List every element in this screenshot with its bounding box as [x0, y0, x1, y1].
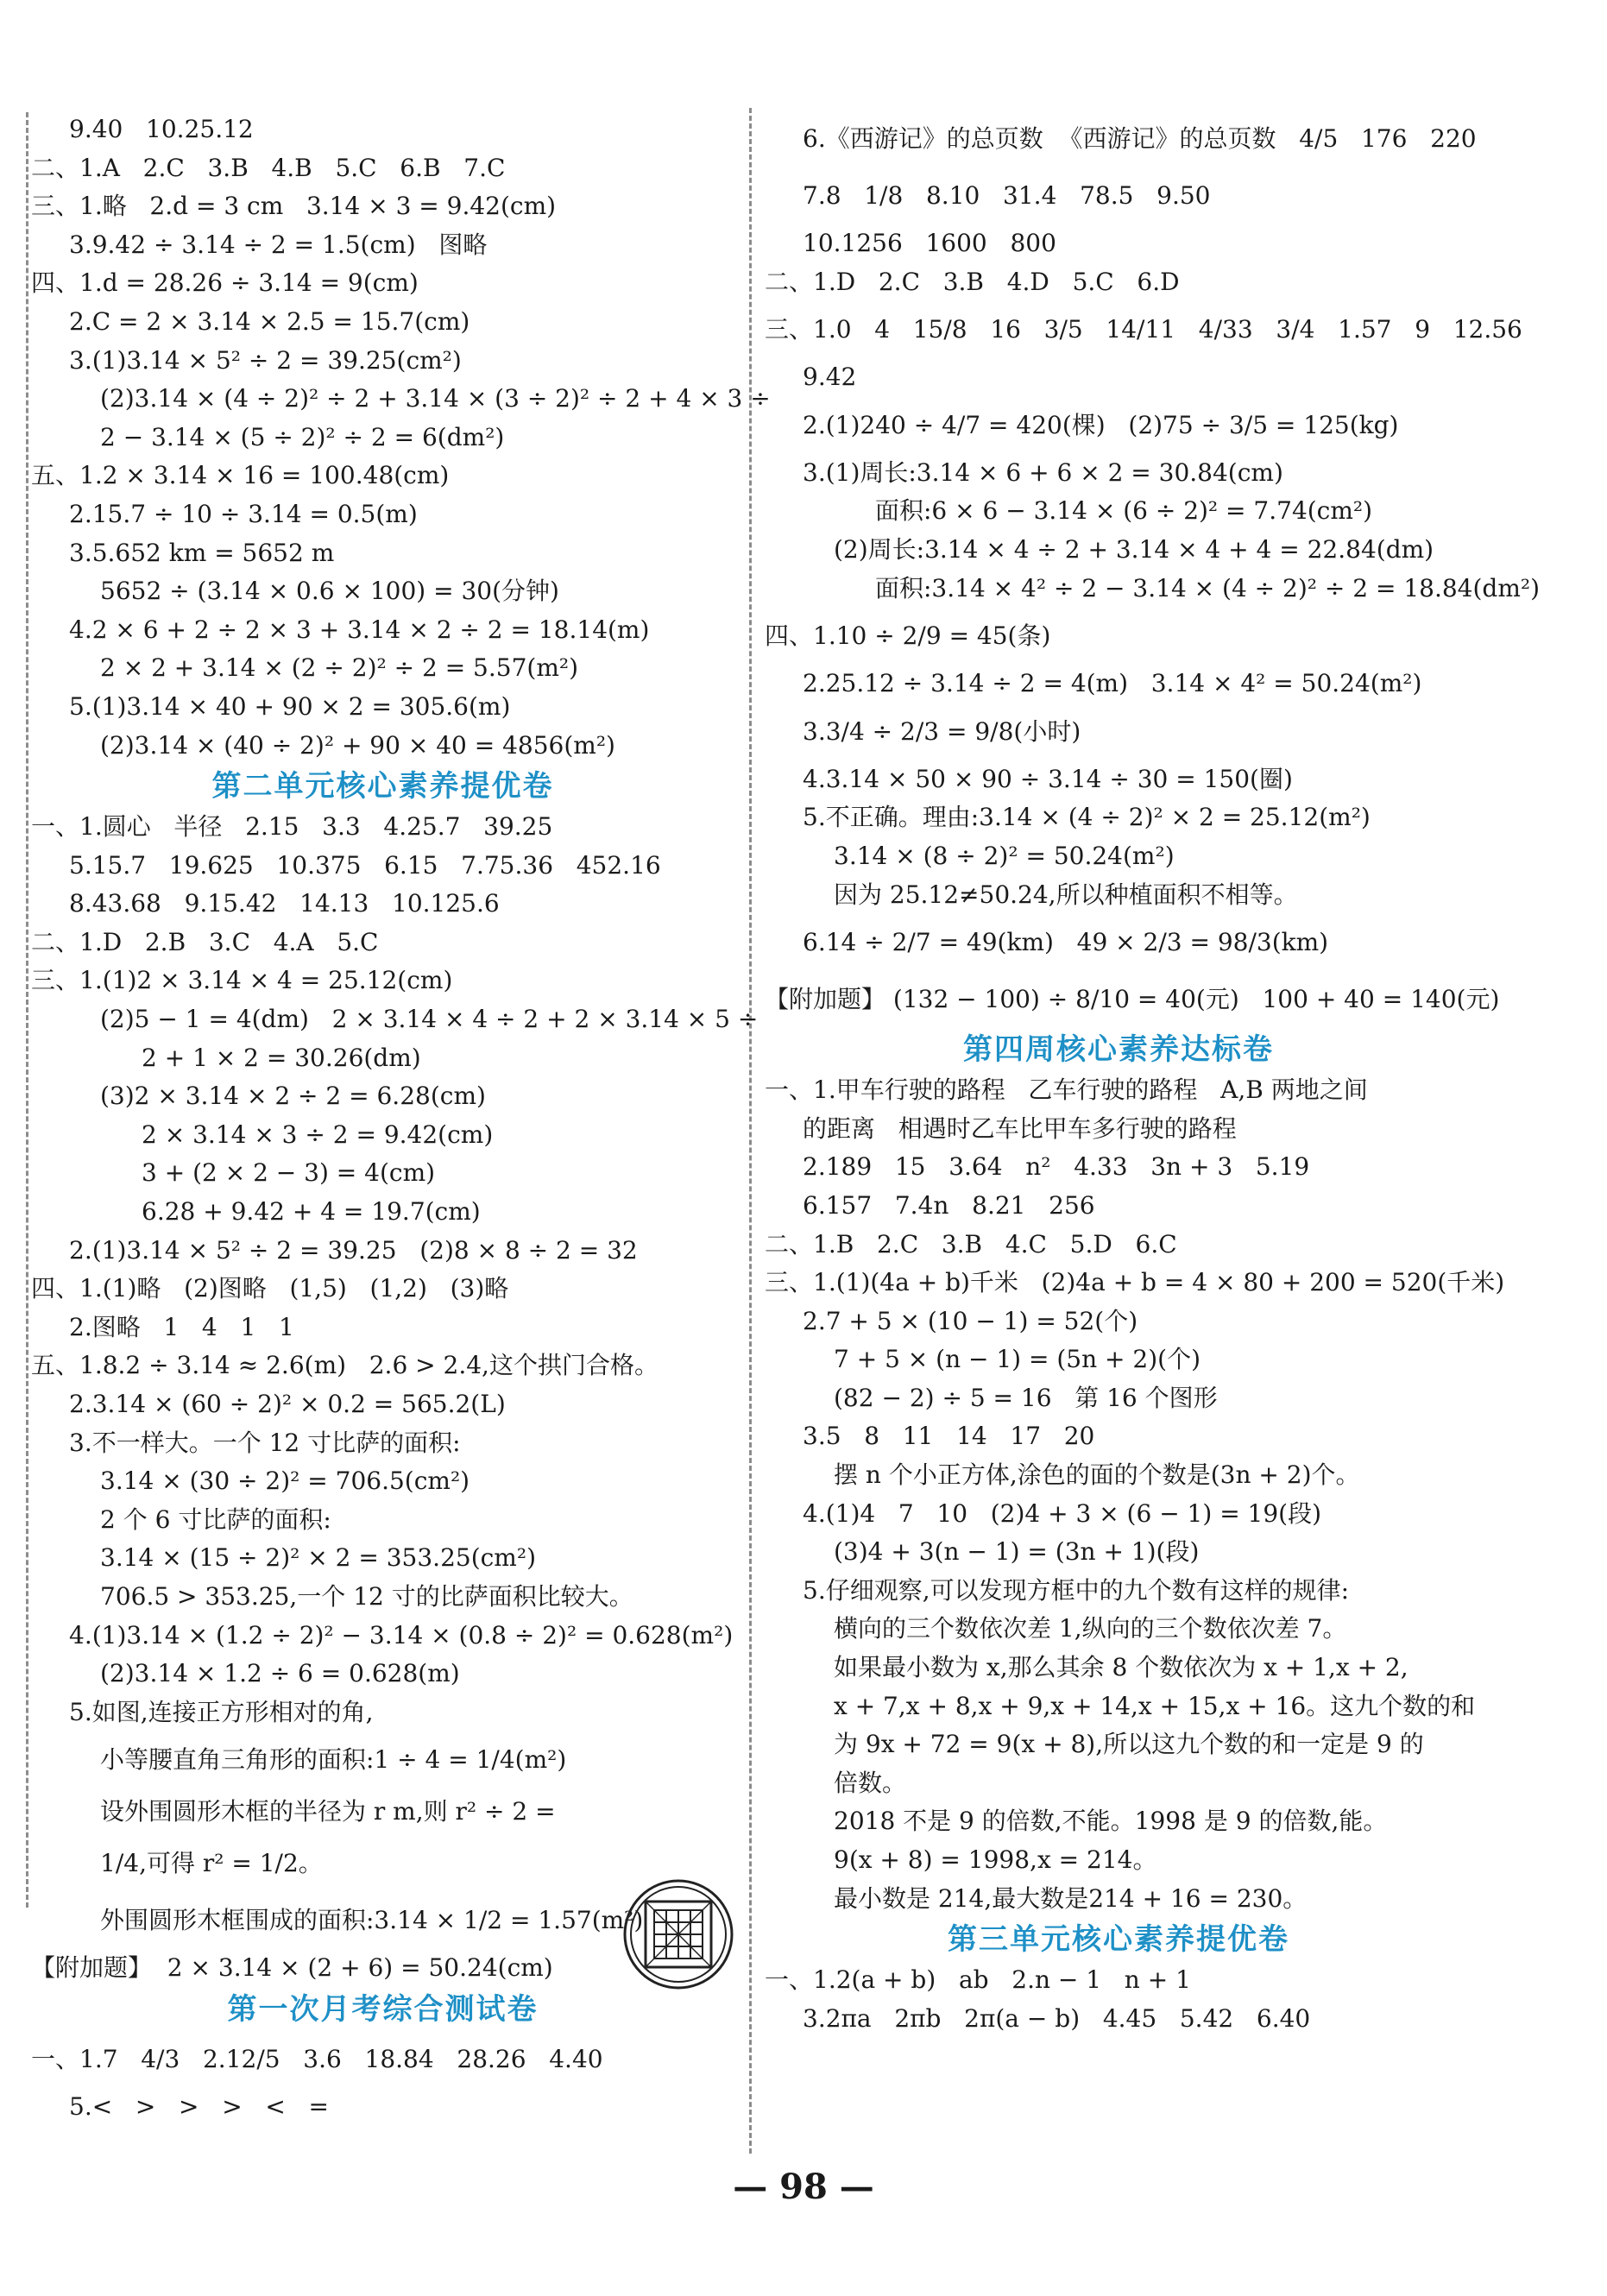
right-answer-line: 5.不正确。理由:3.14 × (4 ÷ 2)² × 2 = 25.12(m²)	[803, 803, 1371, 832]
left-answer-line: 2.(1)3.14 × 5² ÷ 2 = 39.25 (2)8 × 8 ÷ 2 = 32	[69, 1235, 638, 1265]
left-answer-line: 2.图略 1 4 1 1	[69, 1312, 294, 1341]
right-answer-line: 3.5 8 11 14 17 20	[803, 1422, 1095, 1451]
window-lattice-figure	[621, 1877, 735, 1991]
left-answer-line: (3)2 × 3.14 × 2 ÷ 2 = 6.28(cm)	[100, 1082, 486, 1111]
right-answer-line: 6.14 ÷ 2/7 = 49(km) 49 × 2/3 = 98/3(km)	[803, 928, 1329, 957]
right-answer-line: 为 9x + 72 = 9(x + 8),所以这九个数的和一定是 9 的	[834, 1730, 1424, 1759]
right-answer-line: 9(x + 8) = 1998,x = 214。	[834, 1845, 1157, 1874]
right-answer-line: 如果最小数为 x,那么其余 8 个数依次为 x + 1,x + 2,	[834, 1653, 1408, 1682]
left-answer-line: (2)3.14 × (4 ÷ 2)² ÷ 2 + 3.14 × (3 ÷ 2)² ÷ 2 + 4 × 3 ÷	[100, 384, 771, 413]
left-answer-line: 5652 ÷ (3.14 × 0.6 × 100) = 30(分钟)	[100, 577, 559, 606]
right-answer-line: 面积:6 × 6 − 3.14 × (6 ÷ 2)² = 7.74(cm²)	[875, 496, 1373, 526]
right-section-heading: 第四周核心素养达标卷	[963, 1032, 1274, 1068]
right-answer-line: 面积:3.14 × 4² ÷ 2 − 3.14 × (4 ÷ 2)² ÷ 2 = 18.84(dm²)	[875, 573, 1541, 602]
right-answer-line: 2.(1)240 ÷ 4/7 = 420(棵) (2)75 ÷ 3/5 = 125(kg)	[803, 410, 1399, 439]
right-answer-line: 三、1.0 4 15/8 16 3/5 14/11 4/33 3/4 1.57 9 12.56	[765, 315, 1522, 344]
right-answer-line: 2018 不是 9 的倍数,不能。1998 是 9 的倍数,能。	[834, 1807, 1388, 1836]
left-answer-line: 5.< > > > < =	[69, 2091, 329, 2121]
left-answer-line: (2)3.14 × 1.2 ÷ 6 = 0.628(m)	[100, 1659, 460, 1688]
right-answer-line: 二、1.D 2.C 3.B 4.D 5.C 6.D	[765, 267, 1180, 296]
left-answer-line: 3.5.652 km = 5652 m	[69, 538, 335, 567]
right-answer-line: 5.仔细观察,可以发现方框中的九个数有这样的规律:	[803, 1575, 1350, 1605]
left-answer-line: (2)3.14 × (40 ÷ 2)² + 90 × 40 = 4856(m²)	[100, 730, 615, 760]
left-section-heading: 第一次月考综合测试卷	[227, 1991, 539, 2027]
left-answer-line: 【附加题】 2 × 3.14 × (2 + 6) = 50.24(cm)	[31, 1953, 553, 1983]
left-answer-line: 二、1.D 2.B 3.C 4.A 5.C	[31, 927, 379, 956]
right-answer-line: 摆 n 个小正方体,涂色的面的个数是(3n + 2)个。	[834, 1460, 1360, 1490]
left-answer-line: 5.(1)3.14 × 40 + 90 × 2 = 305.6(m)	[69, 691, 511, 721]
right-answer-line: x + 7,x + 8,x + 9,x + 14,x + 15,x + 16。这九个数的和	[834, 1691, 1476, 1720]
right-answer-line: 3.3/4 ÷ 2/3 = 9/8(小时)	[803, 716, 1081, 746]
right-column	[765, 110, 1541, 2038]
left-section-heading: 第二单元核心素养提优卷	[211, 769, 554, 804]
left-answer-line: 一、1.7 4/3 2.12/5 3.6 18.84 28.26 4.40	[31, 2044, 603, 2073]
left-answer-line: (2)5 − 1 = 4(dm) 2 × 3.14 × 4 ÷ 2 + 2 × 3.14 × 5 ÷	[100, 1005, 759, 1034]
left-answer-line: 2 + 1 × 2 = 30.26(dm)	[142, 1043, 421, 1072]
left-answer-line: 3.不一样大。一个 12 寸比萨的面积:	[69, 1428, 461, 1457]
left-answer-line: 2.15.7 ÷ 10 ÷ 3.14 = 0.5(m)	[69, 499, 418, 528]
left-answer-line: 6.28 + 9.42 + 4 = 19.7(cm)	[142, 1197, 481, 1227]
page-number: — 98 —	[733, 2167, 874, 2207]
right-answer-line: 四、1.10 ÷ 2/9 = 45(条)	[765, 621, 1051, 651]
left-answer-line: 8.43.68 9.15.42 14.13 10.125.6	[69, 889, 500, 918]
left-answer-line: 五、1.2 × 3.14 × 16 = 100.48(cm)	[31, 461, 450, 490]
left-answer-line: 一、1.圆心 半径 2.15 3.3 4.25.7 39.25	[31, 812, 553, 842]
left-answer-line: 3.9.42 ÷ 3.14 ÷ 2 = 1.5(cm) 图略	[69, 230, 488, 259]
right-answer-line: 二、1.B 2.C 3.B 4.C 5.D 6.C	[765, 1229, 1177, 1258]
left-answer-line: 二、1.A 2.C 3.B 4.B 5.C 6.B 7.C	[31, 153, 506, 182]
right-answer-line: 横向的三个数依次差 1,纵向的三个数依次差 7。	[834, 1614, 1347, 1643]
right-answer-line: 【附加题】 (132 − 100) ÷ 8/10 = 40(元) 100 + 40 = 140(元)	[765, 985, 1500, 1014]
left-answer-line: 2 × 2 + 3.14 × (2 ÷ 2)² ÷ 2 = 5.57(m²)	[100, 653, 579, 683]
left-answer-line: 1/4,可得 r² = 1/2。	[100, 1849, 323, 1878]
left-answer-line: 3.14 × (15 ÷ 2)² × 2 = 353.25(cm²)	[100, 1543, 536, 1573]
left-answer-line: 706.5 > 353.25,一个 12 寸的比萨面积比较大。	[100, 1581, 633, 1611]
left-answer-line: 5.15.7 19.625 10.375 6.15 7.75.36 452.16	[69, 850, 661, 880]
left-answer-line: 3.(1)3.14 × 5² ÷ 2 = 39.25(cm²)	[69, 345, 462, 375]
right-answer-line: 倍数。	[834, 1768, 907, 1797]
right-answer-line: (82 − 2) ÷ 5 = 16 第 16 个图形	[834, 1383, 1218, 1412]
right-answer-line: (3)4 + 3(n − 1) = (3n + 1)(段)	[834, 1537, 1200, 1567]
right-answer-line: 因为 25.12≠50.24,所以种植面积不相等。	[834, 880, 1298, 909]
left-answer-line: 三、1.略 2.d = 3 cm 3.14 × 3 = 9.42(cm)	[31, 192, 557, 221]
left-answer-line: 五、1.8.2 ÷ 3.14 ≈ 2.6(m) 2.6 > 2.4,这个拱门合格。	[31, 1351, 659, 1380]
left-answer-line: 2.C = 2 × 3.14 × 2.5 = 15.7(cm)	[69, 306, 470, 336]
left-answer-line: 3.14 × (30 ÷ 2)² = 706.5(cm²)	[100, 1467, 470, 1496]
right-answer-line: 9.42	[803, 363, 857, 392]
right-answer-line: 最小数是 214,最大数是214 + 16 = 230。	[834, 1883, 1308, 1913]
left-answer-line: 设外围圆形木框的半径为 r m,则 r² ÷ 2 =	[100, 1797, 556, 1826]
left-answer-line: 2.3.14 × (60 ÷ 2)² × 0.2 = 565.2(L)	[69, 1390, 506, 1418]
right-answer-line: 3.14 × (8 ÷ 2)² = 50.24(m²)	[834, 841, 1175, 870]
left-answer-line: 3 + (2 × 2 − 3) = 4(cm)	[142, 1158, 436, 1188]
right-answer-line: (2)周长:3.14 × 4 ÷ 2 + 3.14 × 4 + 4 = 22.84(dm)	[834, 534, 1434, 564]
left-answer-line: 4.2 × 6 + 2 ÷ 2 × 3 + 3.14 × 2 ÷ 2 = 18.14(m)	[69, 615, 650, 644]
right-answer-line: 的距离 相遇时乙车比甲车多行驶的路程	[803, 1113, 1237, 1143]
left-answer-line: 小等腰直角三角形的面积:1 ÷ 4 = 1/4(m²)	[100, 1745, 567, 1775]
right-answer-line: 7.8 1/8 8.10 31.4 78.5 9.50	[803, 181, 1211, 210]
left-answer-line: 4.(1)3.14 × (1.2 ÷ 2)² − 3.14 × (0.8 ÷ 2)² = 0.628(m²)	[69, 1620, 734, 1649]
right-answer-line: 6.《西游记》的总页数 《西游记》的总页数 4/5 176 220	[803, 124, 1477, 153]
left-answer-line: 四、1.(1)略 (2)图略 (1,5) (1,2) (3)略	[31, 1274, 509, 1303]
right-answer-line: 7 + 5 × (n − 1) = (5n + 2)(个)	[834, 1345, 1201, 1374]
left-answer-line: 四、1.d = 28.26 ÷ 3.14 = 9(cm)	[31, 268, 419, 298]
right-answer-line: 10.1256 1600 800	[803, 229, 1056, 257]
right-answer-line: 4.(1)4 7 10 (2)4 + 3 × (6 − 1) = 19(段)	[803, 1498, 1322, 1528]
left-answer-line: 2 − 3.14 × (5 ÷ 2)² ÷ 2 = 6(dm²)	[100, 422, 505, 451]
right-answer-line: 3.(1)周长:3.14 × 6 + 6 × 2 = 30.84(cm)	[803, 457, 1283, 487]
right-answer-line: 4.3.14 × 50 × 90 ÷ 3.14 ÷ 30 = 150(圈)	[803, 764, 1293, 793]
right-answer-line: 一、1.甲车行驶的路程 乙车行驶的路程 A,B 两地之间	[765, 1075, 1368, 1105]
left-column	[31, 110, 771, 2127]
left-answer-line: 三、1.(1)2 × 3.14 × 4 = 25.12(cm)	[31, 966, 453, 995]
left-answer-line: 2 × 3.14 × 3 ÷ 2 = 9.42(cm)	[142, 1120, 494, 1149]
left-answer-line: 5.如图,连接正方形相对的角,	[69, 1697, 374, 1726]
right-answer-line: 2.189 15 3.64 n² 4.33 3n + 3 5.19	[803, 1152, 1310, 1182]
right-answer-line: 3.2πa 2πb 2π(a − b) 4.45 5.42 6.40	[803, 2003, 1311, 2033]
right-answer-line: 三、1.(1)(4a + b)千米 (2)4a + b = 4 × 80 + 200 = 520(千米)	[765, 1268, 1505, 1297]
left-answer-line: 外围圆形木框围成的面积:3.14 × 1/2 = 1.57(m²)	[100, 1906, 644, 1935]
right-section-heading: 第三单元核心素养提优卷	[948, 1922, 1289, 1958]
right-answer-line: 2.25.12 ÷ 3.14 ÷ 2 = 4(m) 3.14 × 4² = 50.24(m²)	[803, 669, 1422, 698]
right-answer-line: 6.157 7.4n 8.21 256	[803, 1190, 1095, 1220]
left-answer-line: 9.40 10.25.12	[69, 115, 254, 143]
right-answer-line: 一、1.2(a + b) ab 2.n − 1 n + 1	[765, 1965, 1191, 1995]
right-answer-line: 2.7 + 5 × (10 − 1) = 52(个)	[803, 1306, 1138, 1335]
left-answer-line: 2 个 6 寸比萨的面积:	[100, 1504, 331, 1534]
